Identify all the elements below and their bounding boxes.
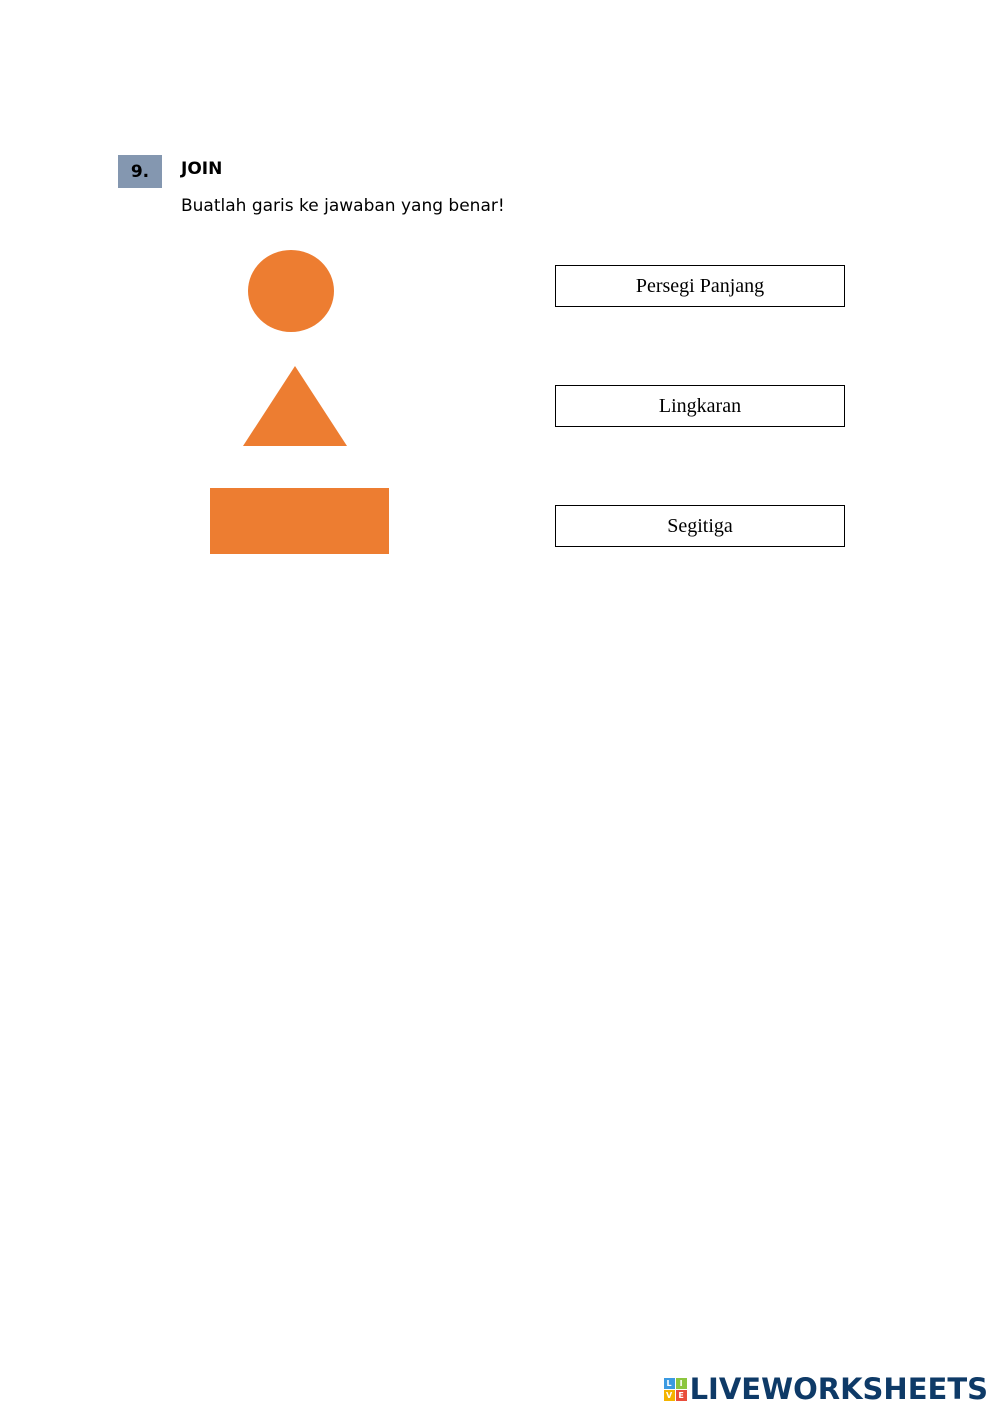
answer-box-lingkaran[interactable]: Lingkaran (555, 385, 845, 427)
shape-triangle[interactable] (243, 366, 347, 446)
answer-box-persegi-panjang[interactable]: Persegi Panjang (555, 265, 845, 307)
question-number-badge: 9. (118, 155, 162, 188)
liveworksheets-logo-icon (664, 1378, 687, 1401)
liveworksheets-brand (664, 1372, 988, 1406)
answer-box-segitiga[interactable]: Segitiga (555, 505, 845, 547)
logo-letter-v: V (664, 1390, 675, 1401)
logo-letter-e: E (676, 1390, 687, 1401)
brand-name: LIVEWORKSHEETS (689, 1372, 988, 1406)
question-instruction: Buatlah garis ke jawaban yang benar! (181, 196, 505, 216)
logo-letter-i: I (676, 1378, 687, 1389)
triangle-polygon (243, 366, 347, 446)
logo-letter-l: L (664, 1378, 675, 1389)
shape-circle[interactable] (248, 250, 334, 332)
question-type: JOIN (181, 159, 223, 179)
shape-rectangle[interactable] (210, 488, 389, 554)
